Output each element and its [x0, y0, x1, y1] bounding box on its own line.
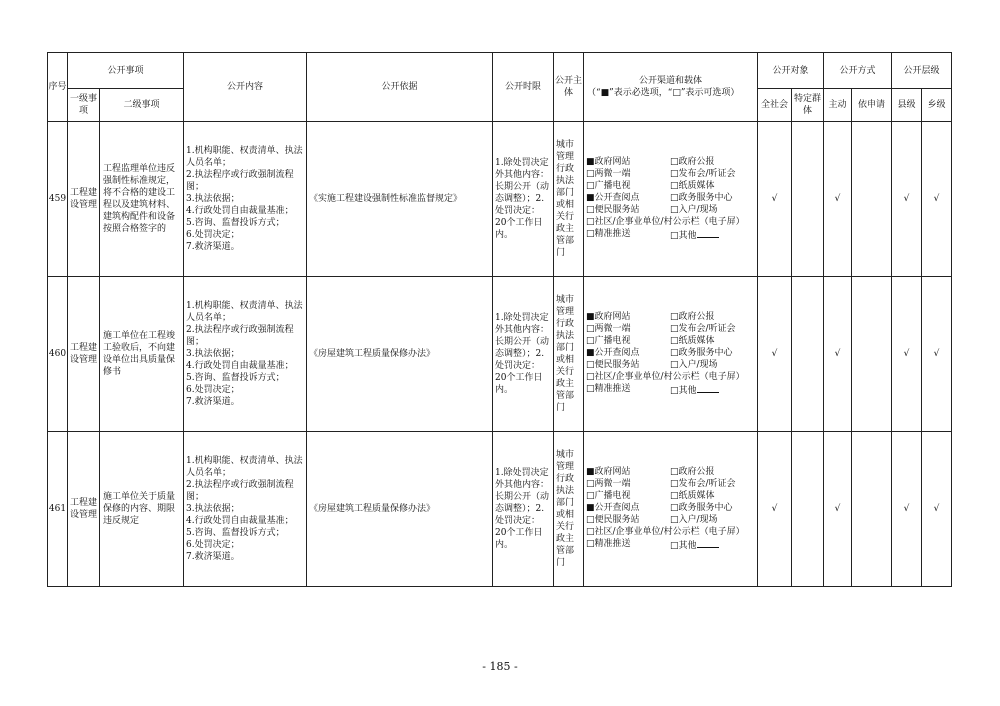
- row-target-all: √: [758, 277, 792, 432]
- channel-item: □入户/现场: [670, 515, 718, 525]
- channel-item: □纸质媒体: [670, 336, 715, 346]
- header-basis: 公开依据: [307, 53, 493, 122]
- content-line: 4.行政处罚自由裁量基准；: [186, 516, 294, 526]
- channel-item: □政府公报: [670, 157, 715, 167]
- table-row: [48, 277, 952, 432]
- row-target-all: √: [758, 122, 792, 277]
- row-subject: 城市管理行政执法部门或相关行政主管部门: [554, 432, 584, 587]
- row-time-limit: 1.除处罚决定外其他内容：长期公开（动态调整）；2.处罚决定：20个工作日内。: [493, 432, 554, 587]
- content-line: 4.行政处罚自由裁量基准；: [186, 206, 294, 216]
- disclosure-table: [47, 52, 952, 587]
- channel-other-label: □其他: [670, 541, 697, 551]
- channel-item: ■公开查阅点: [586, 503, 640, 513]
- blank-underline: [697, 538, 719, 548]
- row-mode-active: √: [824, 277, 852, 432]
- content-line: 1.机构职能、权责清单、执法人员名单；: [186, 301, 303, 323]
- row-level-town: √: [922, 432, 952, 587]
- channel-item: □两微一端: [586, 324, 631, 334]
- channel-item: □便民服务站: [586, 360, 640, 370]
- content-line: 6.处罚决定；: [186, 230, 240, 240]
- channel-item: □两微一端: [586, 479, 631, 489]
- content-line: 5.咨询、监督投诉方式；: [186, 528, 285, 538]
- content-line: 1.机构职能、权责清单、执法人员名单；: [186, 146, 303, 168]
- row-channels: [584, 277, 758, 432]
- row-level-county: √: [892, 122, 922, 277]
- row-level-town: √: [922, 122, 952, 277]
- content-line: 7.救济渠道。: [186, 552, 240, 562]
- channel-item-other: [670, 228, 755, 242]
- content-line: 3.执法依据；: [186, 504, 240, 514]
- channel-other-label: □其他: [670, 386, 697, 396]
- header-level2: 二级事项: [100, 89, 184, 122]
- channel-item: □精准推送: [586, 539, 631, 549]
- row-target-specific: [792, 277, 824, 432]
- header-channels: [584, 53, 758, 122]
- header-channels-title: 公开渠道和载体: [639, 76, 703, 86]
- header-time-limit: 公开时限: [493, 53, 554, 122]
- row-level2: 施工单位在工程竣工验收后，不向建设单位出具质量保修书: [100, 277, 184, 432]
- channel-item: ■政府网站: [586, 312, 631, 322]
- row-time-limit: 1.除处罚决定外其他内容：长期公开（动态调整）；2.处罚决定：20个工作日内。: [493, 122, 554, 277]
- content-line: 4.行政处罚自由裁量基准；: [186, 361, 294, 371]
- channel-item: □政务服务中心: [670, 193, 733, 203]
- row-target-specific: [792, 122, 824, 277]
- row-content: [184, 432, 307, 587]
- channel-item: □发布会/听证会: [670, 479, 736, 489]
- channel-item: □政务服务中心: [670, 348, 733, 358]
- content-line: 2.执法程序或行政强制流程图；: [186, 480, 294, 502]
- content-line: 1.机构职能、权责清单、执法人员名单；: [186, 456, 303, 478]
- row-level-town: √: [922, 277, 952, 432]
- row-content: [184, 122, 307, 277]
- row-mode-request: [852, 122, 892, 277]
- header-mode-request: 依申请: [852, 89, 892, 122]
- row-seq: 460: [48, 277, 68, 432]
- header-subject: 公开主体: [554, 53, 584, 122]
- row-channels: [584, 432, 758, 587]
- channel-item: □社区/企事业单位/村公示栏（电子屏）: [586, 217, 745, 227]
- blank-underline: [697, 383, 719, 393]
- channel-item: □政府公报: [670, 467, 715, 477]
- channel-item: □发布会/听证会: [670, 324, 736, 334]
- channel-item: □广播电视: [586, 181, 631, 191]
- channel-item: □便民服务站: [586, 515, 640, 525]
- row-level1: 工程建设管理: [68, 277, 100, 432]
- header-target-all: 全社会: [758, 89, 792, 122]
- table-row: [48, 122, 952, 277]
- header-channels-note: （“■”表示必选项，“□”表示可选项）: [587, 88, 740, 98]
- content-line: 6.处罚决定；: [186, 385, 240, 395]
- header-matters: 公开事项: [68, 53, 184, 89]
- channel-item: ■政府网站: [586, 467, 631, 477]
- content-line: 5.咨询、监督投诉方式；: [186, 373, 285, 383]
- row-mode-active: √: [824, 122, 852, 277]
- row-basis: 《房屋建筑工程质量保修办法》: [307, 432, 493, 587]
- channel-item: □政府公报: [670, 312, 715, 322]
- row-mode-request: [852, 432, 892, 587]
- row-mode-request: [852, 277, 892, 432]
- channel-item: □入户/现场: [670, 205, 718, 215]
- header-seq: 序号: [48, 53, 68, 122]
- channel-item: □入户/现场: [670, 360, 718, 370]
- channel-item: □精准推送: [586, 229, 631, 239]
- row-basis: 《实施工程建设强制性标准监督规定》: [307, 122, 493, 277]
- row-time-limit: 1.除处罚决定外其他内容：长期公开（动态调整）；2.处罚决定：20个工作日内。: [493, 277, 554, 432]
- channel-item: □发布会/听证会: [670, 169, 736, 179]
- channel-item: ■公开查阅点: [586, 348, 640, 358]
- header-target-specific: 特定群体: [792, 89, 824, 122]
- content-line: 3.执法依据；: [186, 349, 240, 359]
- content-line: 3.执法依据；: [186, 194, 240, 204]
- channel-item: □两微一端: [586, 169, 631, 179]
- channel-item: □纸质媒体: [670, 491, 715, 501]
- row-target-all: √: [758, 432, 792, 587]
- header-mode-active: 主动: [824, 89, 852, 122]
- content-line: 2.执法程序或行政强制流程图；: [186, 325, 294, 347]
- row-level1: 工程建设管理: [68, 122, 100, 277]
- row-level-county: √: [892, 277, 922, 432]
- content-line: 7.救济渠道。: [186, 397, 240, 407]
- header-level-county: 县级: [892, 89, 922, 122]
- page-number: - 185 -: [482, 660, 518, 673]
- blank-underline: [697, 228, 719, 238]
- channel-item: □社区/企事业单位/村公示栏（电子屏）: [586, 527, 745, 537]
- header-level-town: 乡级: [922, 89, 952, 122]
- row-seq: 461: [48, 432, 68, 587]
- content-line: 7.救济渠道。: [186, 242, 240, 252]
- table-row: [48, 432, 952, 587]
- content-line: 5.咨询、监督投诉方式；: [186, 218, 285, 228]
- channel-item: ■政府网站: [586, 157, 631, 167]
- row-level2: 工程监理单位违反强制性标准规定，将不合格的建设工程以及建筑材料、建筑构配件和设备按照合格签字的: [100, 122, 184, 277]
- channel-item: □广播电视: [586, 491, 631, 501]
- content-line: 6.处罚决定；: [186, 540, 240, 550]
- row-subject: 城市管理行政执法部门或相关行政主管部门: [554, 277, 584, 432]
- header-content: 公开内容: [184, 53, 307, 122]
- row-level1: 工程建设管理: [68, 432, 100, 587]
- channel-item: ■公开查阅点: [586, 193, 640, 203]
- row-basis: 《房屋建筑工程质量保修办法》: [307, 277, 493, 432]
- row-mode-active: √: [824, 432, 852, 587]
- row-subject: 城市管理行政执法部门或相关行政主管部门: [554, 122, 584, 277]
- channel-item-other: [670, 538, 755, 552]
- row-target-specific: [792, 432, 824, 587]
- channel-item: □广播电视: [586, 336, 631, 346]
- row-seq: 459: [48, 122, 68, 277]
- channel-item-other: [670, 383, 755, 397]
- channel-item: □政务服务中心: [670, 503, 733, 513]
- row-content: [184, 277, 307, 432]
- row-level2: 施工单位关于质量保修的内容、期限违反规定: [100, 432, 184, 587]
- header-mode: 公开方式: [824, 53, 892, 89]
- channel-item: □便民服务站: [586, 205, 640, 215]
- header-target: 公开对象: [758, 53, 824, 89]
- header-level: 公开层级: [892, 53, 952, 89]
- channel-item: □纸质媒体: [670, 181, 715, 191]
- channel-item: □社区/企事业单位/村公示栏（电子屏）: [586, 372, 745, 382]
- row-level-county: √: [892, 432, 922, 587]
- row-channels: [584, 122, 758, 277]
- header-level1: 一级事项: [68, 89, 100, 122]
- channel-item: □精准推送: [586, 384, 631, 394]
- channel-other-label: □其他: [670, 231, 697, 241]
- content-line: 2.执法程序或行政强制流程图；: [186, 170, 294, 192]
